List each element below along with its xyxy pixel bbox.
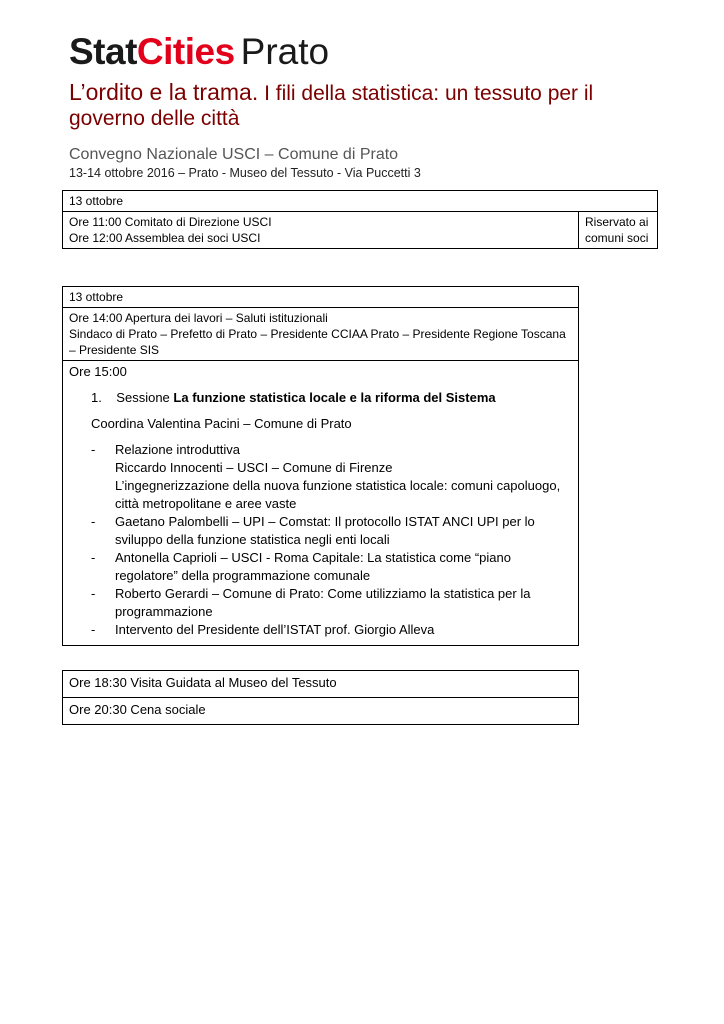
talks-list [91,441,572,639]
session-time: Ore 15:00 [69,364,127,379]
schedule-table-session [62,286,579,646]
logo-cities: Cities [136,31,235,72]
talk-line: Relazione introduttiva [115,442,241,457]
authorities-line: Sindaco di Prato – Prefetto di Prato – Presidente CCIAA Prato – Presidente Regione Toscana – Presidente SIS [69,327,566,357]
opening-cell [63,308,579,361]
reserved-note: comuni soci [585,231,649,245]
reserved-note-cell [579,212,658,249]
date-cell: 13 ottobre [63,287,579,308]
dinner-cell: Ore 20:30 Cena sociale [63,698,579,725]
dash-bullet: - [91,586,96,601]
logo-prato: Prato [240,31,330,72]
dash-bullet: - [91,550,96,565]
table-row [63,308,579,361]
session-prefix: Sessione [116,390,170,405]
meetings-cell [63,212,579,249]
reserved-note: Riservato ai [585,215,649,229]
meeting-line: Ore 12:00 Assemblea dei soci USCI [69,231,261,245]
talk-line: Roberto Gerardi – Comune di Prato: Come utilizziamo la statistica per la programmazione [115,586,531,619]
session-number: 1. [91,390,102,405]
table-row [63,212,658,249]
table-row [63,287,579,308]
statcities-logo [69,30,329,74]
table-row [63,698,579,725]
list-item [91,621,572,639]
talk-line: Intervento del Presidente dell’ISTAT prof. Giorgio Alleva [115,622,435,637]
talk-line: Gaetano Palombelli – UPI – Comstat: Il protocollo ISTAT ANCI UPI per lo sviluppo della funzione statistica negli enti locali [115,514,535,547]
conference-title: Convegno Nazionale USCI – Comune di Prato [69,146,399,163]
date-cell: 13 ottobre [63,191,658,212]
subtitle-lead: L’ordito e la trama. [69,79,259,105]
list-item [91,441,572,513]
schedule-table-reserved [62,190,658,249]
logo-stat: Stat [69,31,137,72]
talk-line: L’ingegnerizzazione della nuova funzione statistica locale: comuni capoluogo, città metropolitane e aree vaste [115,478,561,511]
conference-dates: 13-14 ottobre 2016 – Prato - Museo del Tessuto - Via Puccetti 3 [69,166,421,180]
table-row [63,361,579,646]
dash-bullet: - [91,622,96,637]
session-heading [91,389,572,407]
dash-bullet: - [91,442,96,457]
session-title: La funzione statistica locale e la riforma del Sistema [173,390,496,405]
talk-line: Riccardo Innocenti – USCI – Comune di Firenze [115,460,393,475]
opening-line: Ore 14:00 Apertura dei lavori – Saluti istituzionali [69,311,328,325]
table-row [63,671,579,698]
session-coordinator: Coordina Valentina Pacini – Comune di Prato [91,416,352,431]
document-subtitle [69,80,659,131]
subtitle-rest: I fili della statistica: un tessuto per il governo delle città [69,82,594,130]
schedule-table-evening [62,670,579,725]
visit-cell: Ore 18:30 Visita Guidata al Museo del Tessuto [63,671,579,698]
list-item [91,549,572,585]
table-row [63,191,658,212]
dash-bullet: - [91,514,96,529]
list-item [91,513,572,549]
talk-line: Antonella Caprioli – USCI - Roma Capitale: La statistica come “piano regolatore” della programmazione comunale [115,550,511,583]
session-cell [63,361,579,646]
meeting-line: Ore 11:00 Comitato di Direzione USCI [69,215,272,229]
list-item [91,585,572,621]
